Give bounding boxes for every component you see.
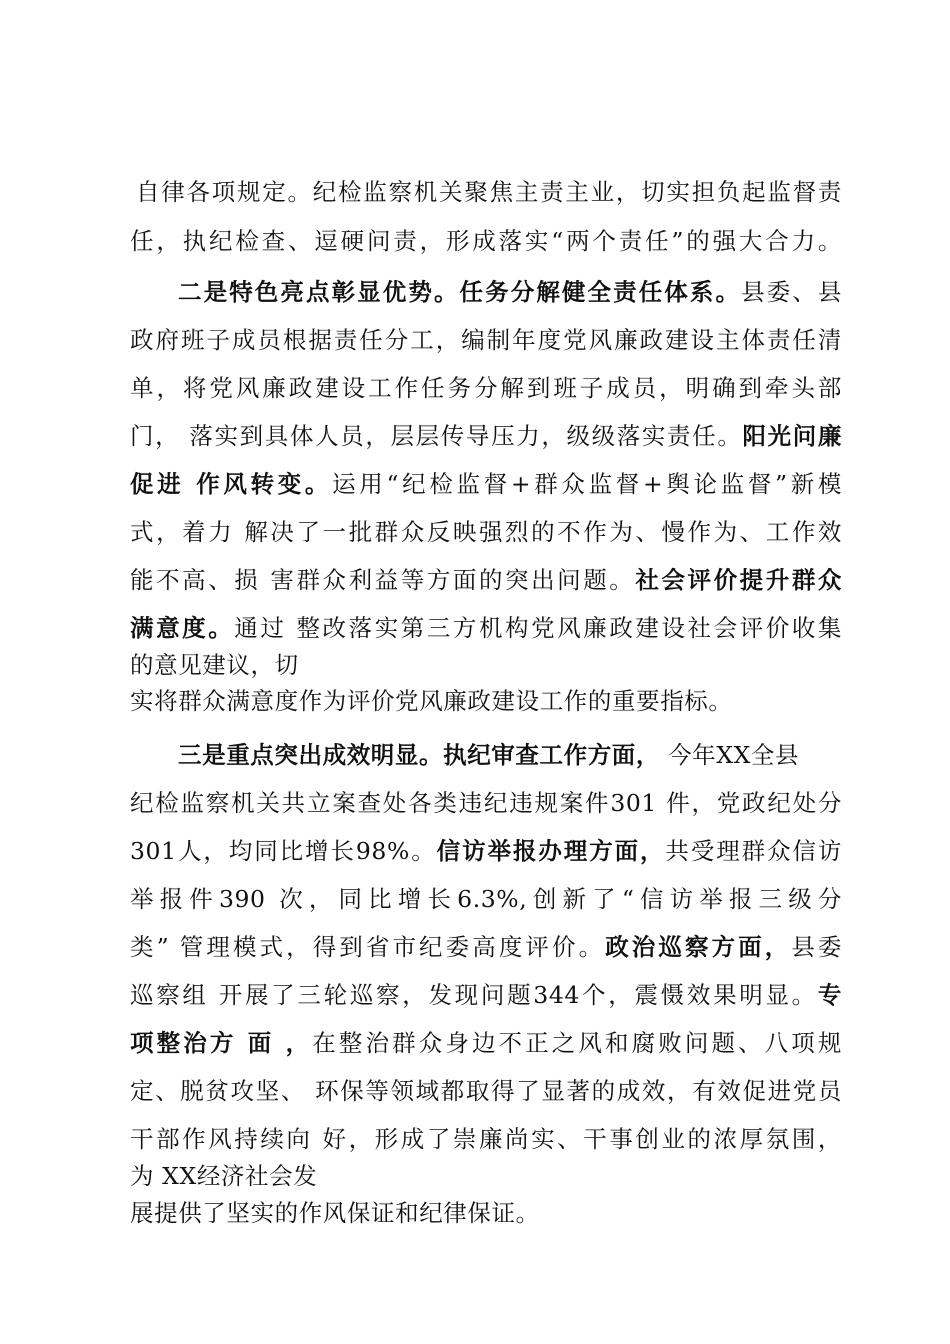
p2-heading-bold: 二是特色亮点彰显优势。: [178, 278, 460, 306]
p2-subheading-2b: 促进 作风转变。: [130, 470, 333, 498]
p2-line-4: [130, 416, 842, 456]
p2-line-4-text: 门， 落实到具体人员，层层传导压力，级级落实责任。: [130, 422, 743, 450]
p2-line-10: 实将群众满意度作为评价党风廉政建设工作的重要指标。: [130, 687, 733, 715]
p2-subheading-1: 任务分解健全责任体系。: [459, 278, 742, 306]
p3-line-5-rest: 县委: [791, 933, 843, 961]
p3-heading-bold: 三是重点突出成效明显。执纪审查工作方面，: [178, 741, 660, 769]
p3-subheading-2: 信访举报办理方面，: [436, 837, 666, 865]
p3-line-9: 干部作风持续向 好，形成了崇廉尚实、干事创业的浓厚氛围，: [130, 1125, 842, 1153]
p2-line-5: [130, 464, 842, 504]
p2-line-8: [130, 608, 842, 648]
p3-subheading-4a: 专: [817, 981, 842, 1009]
p2-line-3: 单，将党风廉政建设工作任务分解到班子成员，明确到牵头部: [130, 374, 842, 402]
p2-line-7: [130, 560, 842, 600]
p3-line-1: [178, 735, 842, 775]
p3-line-4: 举报件390 次，同比增长6.3%,创新了“信访举报三级分: [130, 885, 842, 913]
p2-subheading-2a: 阳光问廉: [742, 422, 842, 450]
p2-line-2: 政府班子成员根据责任分工，编制年度党风廉政建设主体责任清: [130, 326, 842, 354]
p3-line-3: [130, 831, 842, 871]
p3-line-11: 展提供了坚实的作风保证和纪律保证。: [130, 1199, 540, 1227]
p3-subheading-4b: 项整治方 面 ，: [130, 1029, 313, 1057]
p3-line-6: [130, 975, 842, 1015]
p3-line-6-text: 巡察组 开展了三轮巡察，发现问题344个，震慑效果明显。: [130, 981, 818, 1009]
p3-line-7-text: 在整治群众身边不正之风和腐败问题、八项规: [312, 1029, 842, 1057]
p2-subheading-3a: 社会评价提升群众: [635, 566, 842, 594]
p2-line-6: 式，着力 解决了一批群众反映强烈的不作为、慢作为、工作效: [130, 518, 842, 546]
p2-subheading-3b: 满意度。: [130, 614, 235, 642]
p3-subheading-3: 政治巡察方面，: [605, 933, 792, 961]
p3-line-3-rest: 共受理群众信访: [665, 837, 842, 865]
p3-line-7: [130, 1023, 842, 1063]
p3-line-2: 纪检监察机关共立案查处各类违纪违规案件301 件，党政纪处分: [130, 789, 842, 817]
p3-line-5: [130, 927, 842, 967]
p2-line-5-text: 运用“纪检监督+群众监督+舆论监督”新模: [332, 470, 842, 498]
p3-line-3-text: 301人，均同比增长98%。: [130, 837, 437, 865]
p2-line-7-text: 能不高、损 害群众利益等方面的突出问题。: [130, 566, 636, 594]
p2-line-1: [178, 272, 842, 312]
p3-line-5-text: 类” 管理模式，得到省市纪委高度评价。: [130, 933, 606, 961]
p3-line-10: 为 XX经济社会发: [130, 1162, 318, 1190]
p2-line-9: 的意见建议，切: [130, 651, 299, 679]
p1-line-2: 任，执纪检查、逗硬问责，形成落实“两个责任”的强大合力。: [130, 227, 842, 255]
p2-line-1-text: 县委、县: [741, 278, 842, 306]
p2-line-8-text: 通过 整改落实第三方机构党风廉政建设社会评价收集: [234, 614, 843, 642]
p1-line-1: 自律各项规定。纪检监察机关聚焦主责主业，切实担负起监督责: [136, 178, 842, 206]
p3-line-1-text: 今年XX全县: [660, 741, 800, 769]
p3-line-8: 定、脱贫攻坚、 环保等领域都取得了显著的成效，有效促进党员: [130, 1077, 842, 1105]
